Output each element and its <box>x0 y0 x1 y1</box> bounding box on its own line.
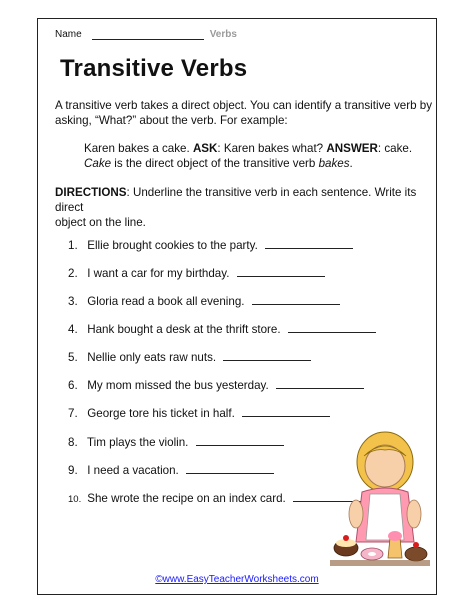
example-sentence: Karen bakes a cake. <box>84 142 190 155</box>
question-item <box>68 378 364 393</box>
directions-paragraph <box>55 185 435 230</box>
directions-label: DIRECTIONS <box>55 186 127 199</box>
baker-girl-with-desserts-icon <box>330 430 430 570</box>
name-label: Name <box>55 29 82 40</box>
intro-paragraph <box>55 98 435 128</box>
answer-line[interactable] <box>196 435 284 446</box>
ask-text: : Karen bakes what? <box>217 142 324 155</box>
question-item <box>68 435 284 450</box>
question-text: Tim plays the violin. <box>87 436 189 449</box>
question-item <box>68 238 353 253</box>
question-number: 7. <box>68 407 78 420</box>
page-title: Transitive Verbs <box>60 55 248 82</box>
question-number: 6. <box>68 379 78 392</box>
question-item <box>68 406 330 421</box>
example-end: . <box>349 157 353 170</box>
question-number: 9. <box>68 464 78 477</box>
question-text: George tore his ticket in half. <box>87 407 235 420</box>
example-line-1 <box>84 141 424 156</box>
answer-line[interactable] <box>252 294 340 305</box>
question-number: 5. <box>68 351 78 364</box>
answer-line[interactable] <box>276 378 364 389</box>
example-line-2 <box>84 156 424 171</box>
example-verb: bakes <box>318 157 350 170</box>
question-text: She wrote the recipe on an index card. <box>87 492 286 505</box>
directions-text-1: : Underline the transitive verb in each sentence. Write its direct <box>55 186 417 214</box>
answer-line[interactable] <box>186 463 274 474</box>
question-item <box>68 322 376 337</box>
question-text: I need a vacation. <box>87 464 179 477</box>
question-number: 1. <box>68 239 78 252</box>
question-number: 3. <box>68 295 78 308</box>
question-text: Ellie brought cookies to the party. <box>87 239 258 252</box>
question-item <box>68 491 373 507</box>
question-text: I want a car for my birthday. <box>87 267 230 280</box>
subject-label: Verbs <box>209 29 237 40</box>
answer-line[interactable] <box>237 266 325 277</box>
intro-line-1: A transitive verb takes a direct object. You can identify a transitive verb by <box>55 99 432 112</box>
question-text: Hank bought a desk at the thrift store. <box>87 323 281 336</box>
answer-line[interactable] <box>242 406 330 417</box>
footer-website-link[interactable]: ©www.EasyTeacherWorksheets.com <box>155 574 319 585</box>
question-item <box>68 266 325 281</box>
ask-label: ASK <box>192 142 218 155</box>
question-number: 8. <box>68 436 78 449</box>
question-number: 2. <box>68 267 78 280</box>
answer-line[interactable] <box>288 322 376 333</box>
answer-line[interactable] <box>265 238 353 249</box>
question-item <box>68 463 274 478</box>
example-object: Cake <box>84 157 112 170</box>
example-mid: is the direct object of the transitive verb <box>111 157 319 170</box>
answer-label: ANSWER <box>326 142 378 155</box>
header-row <box>55 29 237 40</box>
question-text: Nellie only eats raw nuts. <box>87 351 217 364</box>
name-blank-line <box>92 29 204 40</box>
answer-line[interactable] <box>223 350 311 361</box>
intro-line-2: asking, “What?” about the verb. For example: <box>55 114 288 127</box>
question-number: 4. <box>68 323 78 336</box>
question-item <box>68 294 340 309</box>
answer-text: : cake. <box>377 142 413 155</box>
question-item <box>68 350 311 365</box>
directions-line-2: object on the line. <box>55 216 146 229</box>
question-number: 10. <box>68 494 82 505</box>
question-text: Gloria read a book all evening. <box>87 295 245 308</box>
example-block <box>84 141 424 171</box>
question-text: My mom missed the bus yesterday. <box>87 379 269 392</box>
directions-line-1 <box>55 185 435 215</box>
